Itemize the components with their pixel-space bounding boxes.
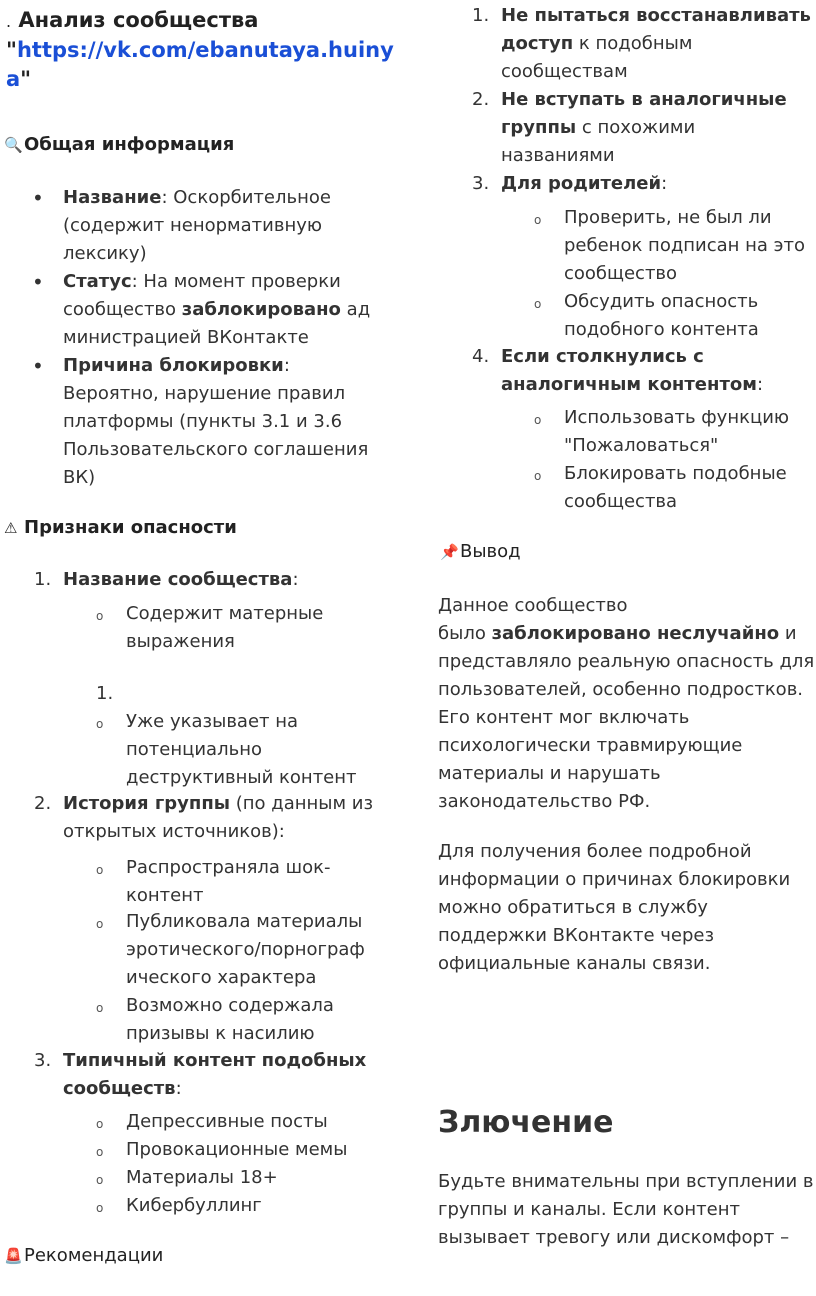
police-light-icon: 🚨	[4, 1247, 23, 1265]
danger-item-1-sub-1: Содержит матерные выражения	[126, 603, 324, 652]
community-link[interactable]: https://vk.com/ebanutaya.huiny a	[6, 38, 394, 91]
danger-item-3-sub-3: Материалы 18+	[126, 1167, 278, 1188]
section-conclusion-heading: 📌Вывод	[440, 541, 521, 562]
general-item-reason: Причина блокировки: Вероятно, нарушение правил платформы (пункты 3.1 и 3.6 Пользовательского соглашения ВК)	[63, 355, 369, 488]
danger-item-3: Типичный контент подобных сообществ:	[63, 1050, 367, 1099]
danger-item-2-sub-2: Публиковала материалы эротического/порнограф ического характера	[126, 911, 365, 988]
danger-item-2-sub-3: Возможно содержала призывы к насилию	[126, 995, 334, 1044]
general-item-status: Статус: На момент проверки сообщество заблокировано ад министрацией ВКонтакте	[63, 271, 371, 348]
conclusion-paragraph-2: Для получения более подробной информации о причинах блокировки можно обратиться в службу поддержки ВКонтакте через официальные каналы связи.	[438, 841, 791, 974]
title-prefix: Анализ сообщества	[18, 8, 259, 32]
pushpin-icon: 📌	[440, 543, 459, 561]
magnifier-icon: 🔍	[4, 136, 23, 154]
general-item-name: Название: Оскорбительное (содержит ненормативную лексику)	[63, 187, 331, 264]
recommendation-item-3: Для родителей:	[501, 173, 668, 194]
danger-item-3-sub-4: Кибербуллинг	[126, 1195, 262, 1216]
danger-item-2-sub-1: Распространяла шок- контент	[126, 857, 331, 906]
recommendation-item-4-sub-2: Блокировать подобные сообщества	[564, 463, 787, 512]
recommendation-item-4-sub-1: Использовать функцию "Пожаловаться"	[564, 407, 790, 456]
section-danger-heading: ⚠ Признаки опасности	[4, 517, 237, 538]
final-paragraph: Будьте внимательны при вступлении в группы и каналы. Если контент вызывает тревогу или дискомфорт –	[438, 1171, 814, 1248]
recommendation-item-4: Если столкнулись с аналогичным контентом:	[501, 346, 764, 395]
recommendation-item-1: Не пытаться восстанавливать доступ к подобным сообществам	[501, 5, 811, 82]
bullet: •	[32, 186, 44, 210]
recommendation-item-2: Не вступать в аналогичные группы с похожими названиями	[501, 89, 787, 166]
danger-item-1: Название сообщества:	[63, 569, 299, 590]
danger-item-1-sub-2: Уже указывает на потенциально деструктивный контент	[126, 711, 357, 788]
recommendation-item-3-sub-2: Обсудить опасность подобного контента	[564, 291, 759, 340]
section-recommendations-heading: 🚨Рекомендации	[4, 1245, 164, 1266]
document-title: . Анализ сообщества "https://vk.com/ebanutaya.huiny a"	[6, 8, 394, 91]
conclusion-paragraph-1: Данное сообщество было заблокировано неслучайно и представляло реальную опасность для пользователей, особенно подростков. Его контент мог включать психологически травмирующие материалы и нарушать законодательство РФ.	[438, 595, 815, 812]
bullet: •	[32, 354, 44, 378]
danger-item-3-sub-2: Провокационные мемы	[126, 1139, 348, 1160]
recommendation-item-3-sub-1: Проверить, не был ли ребенок подписан на это сообщество	[564, 207, 806, 284]
danger-item-3-sub-1: Депрессивные посты	[126, 1111, 328, 1132]
danger-item-2: История группы (по данным из открытых источников):	[63, 793, 374, 842]
section-general-heading: 🔍Общая информация	[4, 134, 235, 155]
warning-icon: ⚠	[4, 519, 18, 537]
bullet: •	[32, 270, 44, 294]
final-heading: Злючение	[438, 1105, 614, 1140]
